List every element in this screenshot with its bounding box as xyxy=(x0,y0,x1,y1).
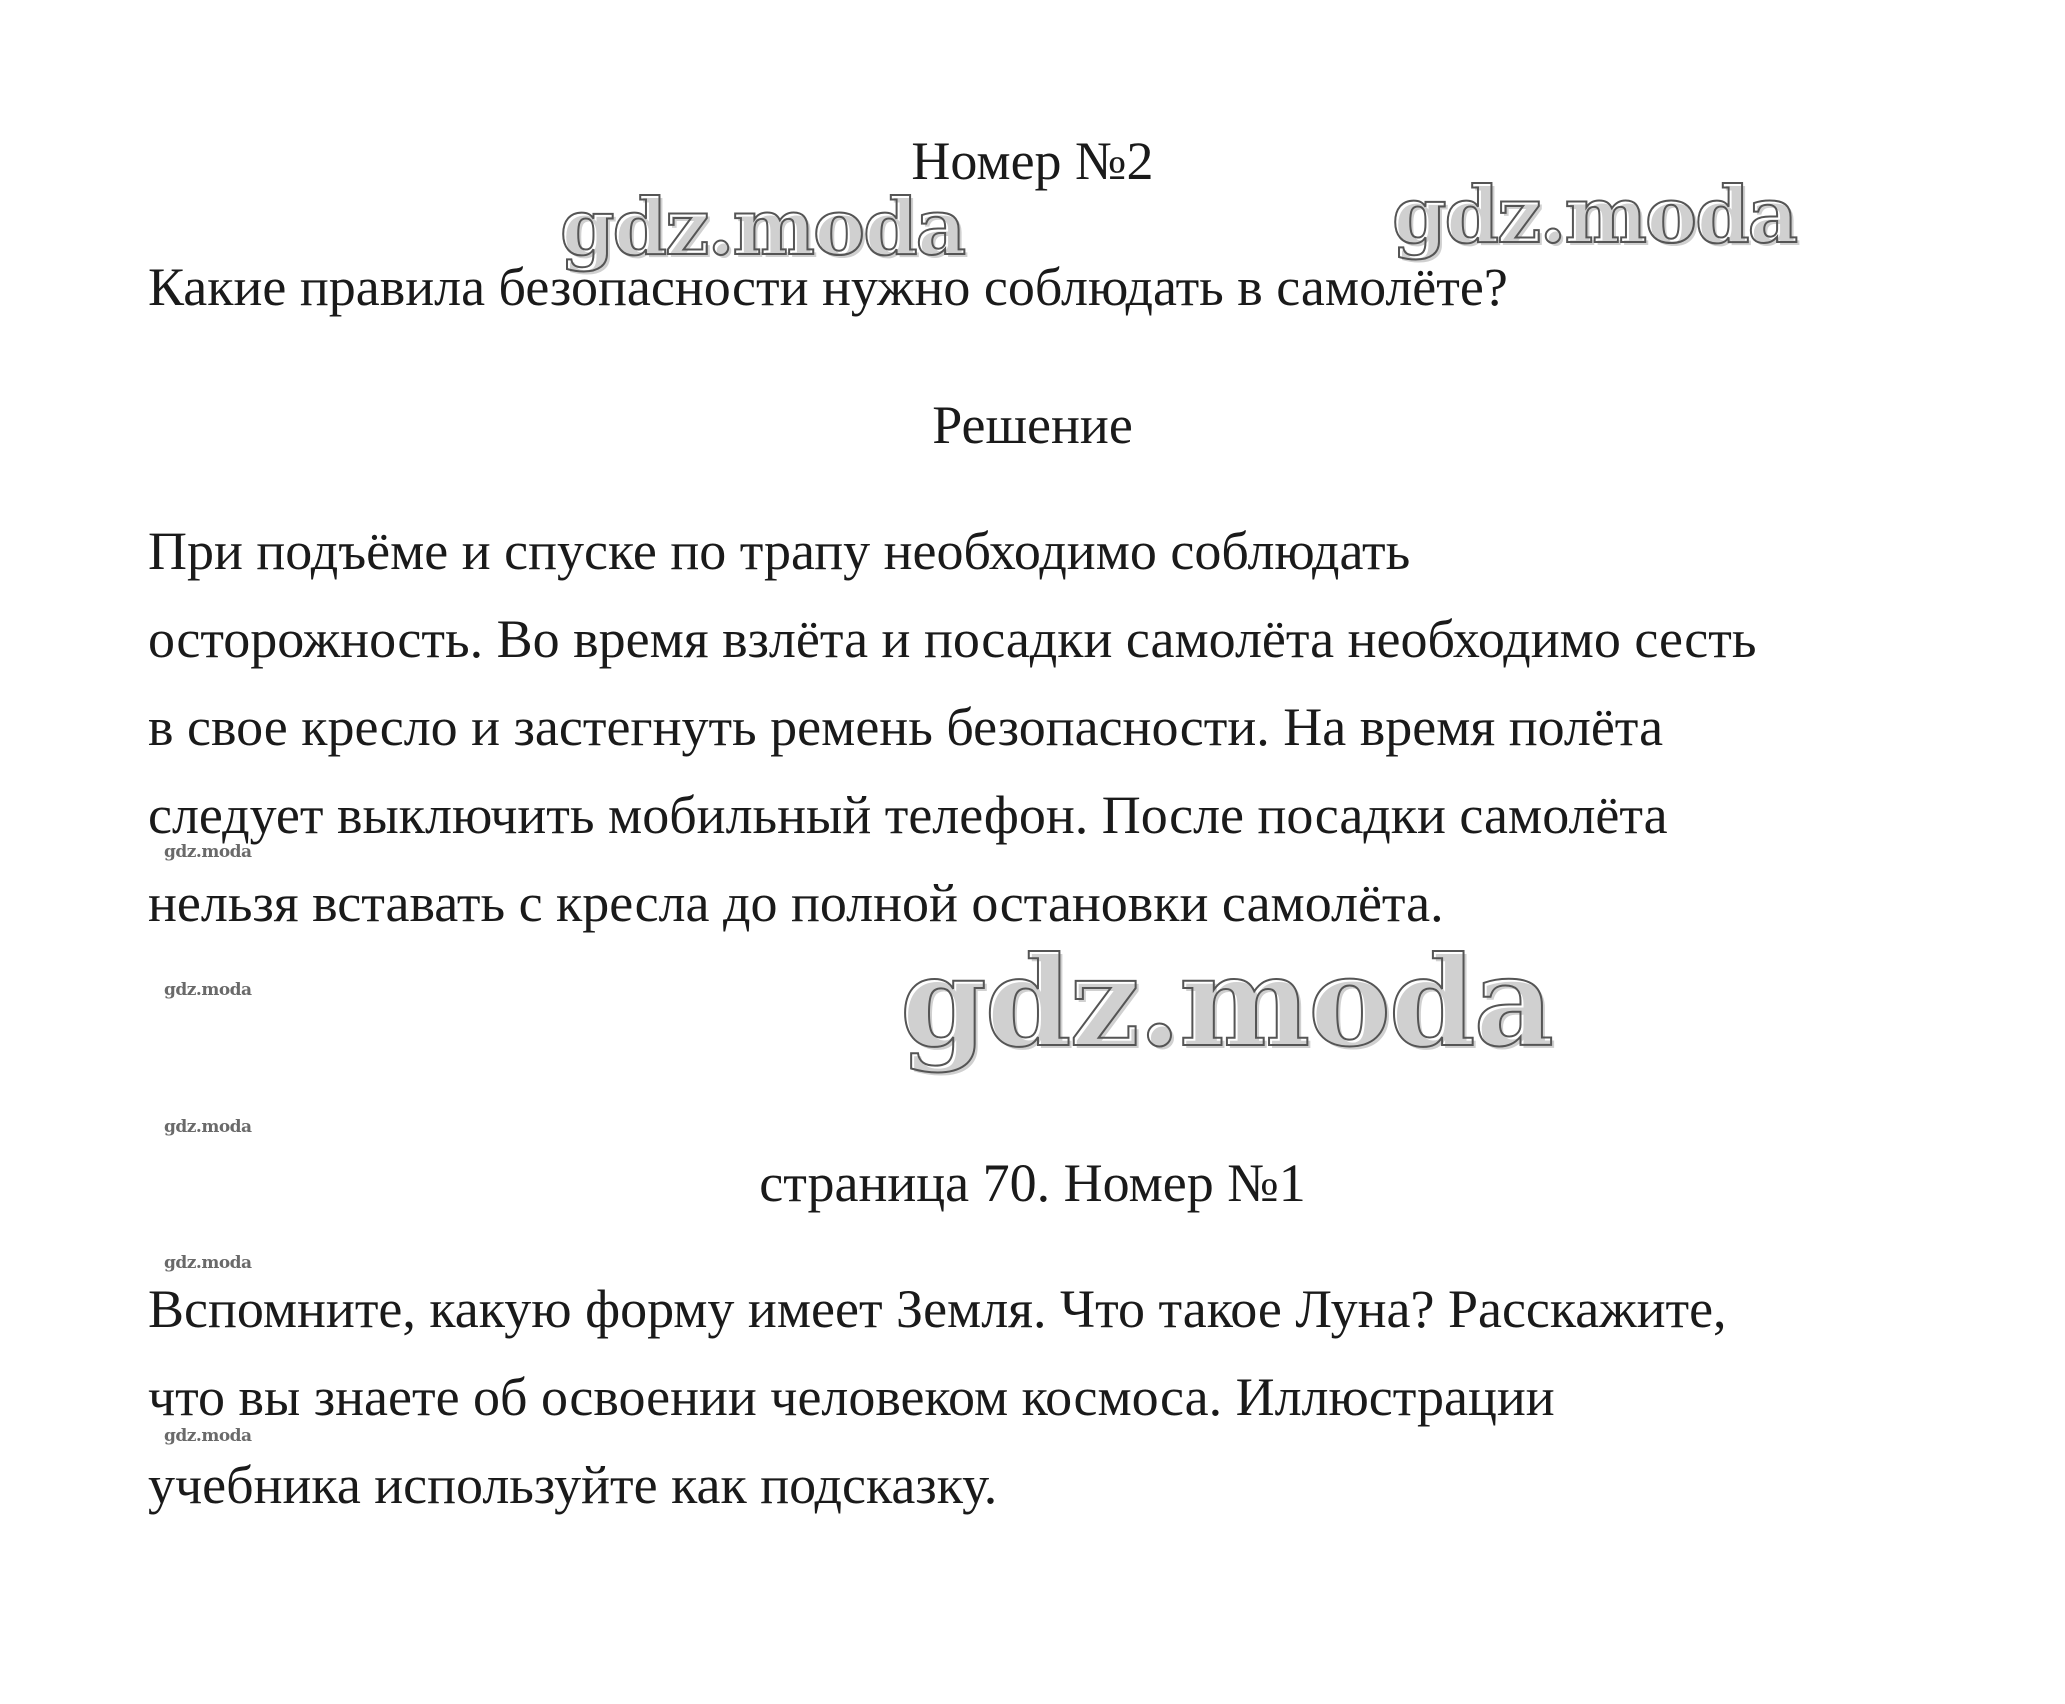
solution-line: нельзя вставать с кресла до полной остановки самолёта. xyxy=(148,873,1444,933)
task-heading: страница 70. Номер №1 xyxy=(759,1153,1306,1213)
watermark-small: gdz.moda xyxy=(164,1253,252,1273)
watermark-small: gdz.moda xyxy=(164,1117,252,1137)
watermark-small: gdz.moda xyxy=(164,980,252,1000)
task-text-line: Вспомните, какую форму имеет Земля. Что такое Луна? Расскажите, xyxy=(148,1279,1727,1339)
solution-heading: Решение xyxy=(932,395,1133,455)
watermark-small: gdz.moda xyxy=(164,842,252,862)
task-text-line: что вы знаете об освоении человеком космоса. Иллюстрации xyxy=(148,1367,1555,1427)
task-text-line: учебника используйте как подсказку. xyxy=(148,1455,998,1515)
watermark-large-top-right: gdz.moda xyxy=(1392,170,1797,261)
watermark-small: gdz.moda xyxy=(164,1426,252,1446)
solution-line: При подъёме и спуске по трапу необходимо соблюдать xyxy=(148,521,1411,581)
solution-line: следует выключить мобильный телефон. После посадки самолёта xyxy=(148,785,1668,845)
task-question: Какие правила безопасности нужно соблюдать в самолёте? xyxy=(148,257,1508,317)
watermark-large-center: gdz.moda xyxy=(900,930,1552,1075)
task-heading: Номер №2 xyxy=(911,131,1154,191)
solution-line: в свое кресло и застегнуть ремень безопасности. На время полёта xyxy=(148,697,1664,757)
watermark-large-top-left: gdz.moda xyxy=(560,182,965,273)
solution-line: осторожность. Во время взлёта и посадки самолёта необходимо сесть xyxy=(148,609,1757,669)
